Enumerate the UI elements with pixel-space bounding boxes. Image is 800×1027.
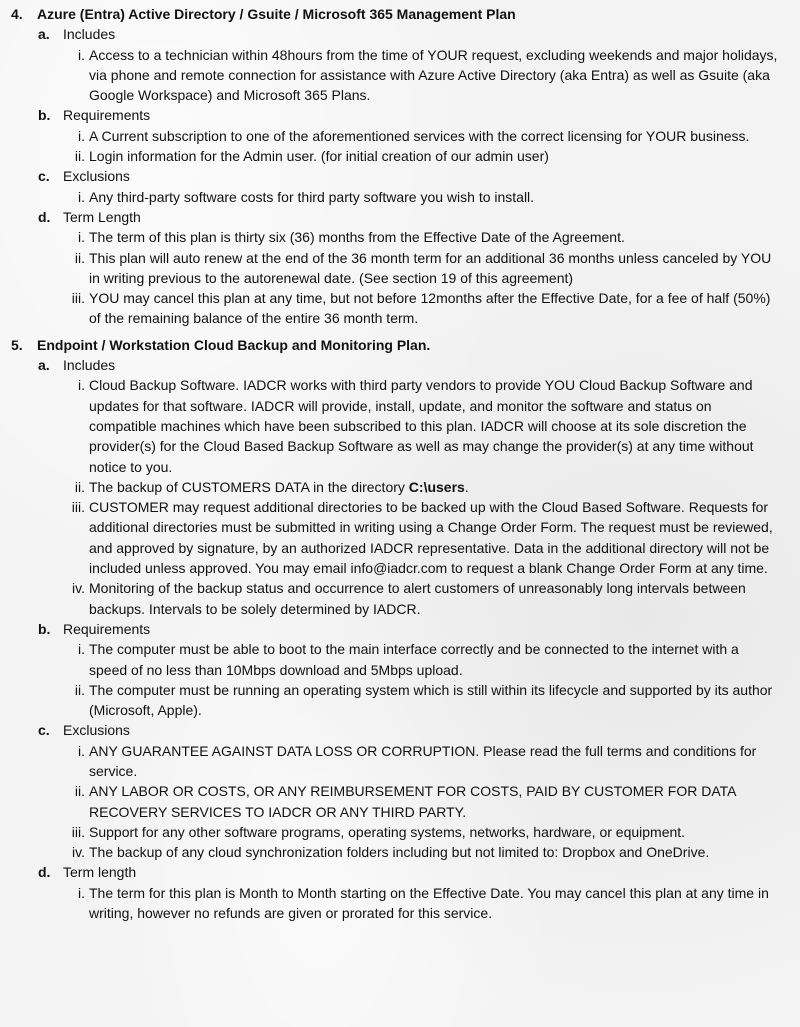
list-item	[0, 288, 800, 329]
section-number: 5.	[11, 336, 23, 353]
list-item	[0, 578, 800, 619]
item-numeral: i.	[78, 884, 85, 901]
subsection-exclusions	[0, 166, 800, 186]
subsection-letter: c.	[38, 722, 50, 739]
item-text: ANY LABOR OR COSTS, OR ANY REIMBURSEMENT FOR COSTS, PAID BY CUSTOMER FOR DATA RECOVERY SERVICES TO IADCR OR ANY THIRD PARTY.	[89, 783, 736, 820]
item-text: The computer must be able to boot to the main interface correctly and be connected to the internet with a speed of no less than 10Mbps download and 5Mbps upload.	[89, 641, 739, 678]
list-item	[0, 822, 800, 842]
item-numeral: ii.	[74, 148, 85, 165]
list-item	[0, 741, 800, 782]
item-text: Cloud Backup Software. IADCR works with third party vendors to provide YOU Cloud Backup Software and updates for that software. IADCR will provide, install, update, and monitor the software and status on compatible machines which have been subscribed to this plan. IADCR will choose at its sole discretion the provider(s) for the Cloud Based Backup Software as well as may change the provider(s) at any time without notice to you.	[89, 377, 754, 475]
subsection-letter: a.	[38, 357, 50, 374]
list-item	[0, 126, 800, 146]
item-numeral: iii.	[71, 290, 85, 307]
section-4	[0, 4, 800, 329]
item-text: The backup of CUSTOMERS DATA in the directory	[89, 478, 409, 495]
subsection-includes	[0, 355, 800, 375]
section-5	[0, 335, 800, 924]
subsection-letter: b.	[38, 107, 51, 124]
item-numeral: i.	[78, 641, 85, 658]
subsection-heading: Exclusions	[63, 722, 130, 739]
item-numeral: ii.	[74, 249, 85, 266]
list-item	[0, 227, 800, 247]
section-title	[0, 4, 800, 24]
section-number: 4.	[11, 6, 23, 22]
subsection-exclusions	[0, 720, 800, 740]
subsection-requirements	[0, 105, 800, 125]
item-text: This plan will auto renew at the end of the 36 month term for an additional 36 months unless canceled by YOU in writing previous to the autorenewal date. (See section 19 of this agreement)	[89, 249, 772, 286]
section-title-text: Endpoint / Workstation Cloud Backup and Monitoring Plan.	[37, 336, 431, 353]
item-numeral: i.	[78, 46, 85, 63]
list-item	[0, 842, 800, 862]
item-text: Login information for the Admin user. (for initial creation of our admin user)	[89, 148, 549, 165]
subsection-includes	[0, 24, 800, 44]
item-text: YOU may cancel this plan at any time, but not before 12months after the Effective Date, for a fee of half (50%) of the remaining balance of the entire 36 month term.	[89, 290, 771, 327]
list-item	[0, 680, 800, 721]
section-title-text: Azure (Entra) Active Directory / Gsuite / Microsoft 365 Management Plan	[37, 6, 516, 22]
item-numeral: i.	[78, 188, 85, 205]
subsection-letter: a.	[38, 26, 50, 43]
item-numeral: ii.	[74, 478, 85, 495]
item-numeral: iv.	[72, 844, 85, 861]
subsection-letter: d.	[38, 208, 51, 225]
section-title	[0, 335, 800, 355]
item-numeral: i.	[78, 742, 85, 759]
list-item	[0, 146, 800, 166]
item-text-end: .	[464, 478, 469, 495]
item-text: The backup of any cloud synchronization folders including but not limited to: Dropbox and OneDrive.	[89, 844, 710, 861]
item-numeral: iii.	[71, 823, 85, 840]
list-item	[0, 639, 800, 680]
subsection-heading: Term length	[63, 864, 137, 881]
item-text: Any third-party software costs for third party software you wish to install.	[89, 188, 535, 205]
subsection-heading: Includes	[63, 357, 116, 374]
subsection-requirements	[0, 619, 800, 639]
list-item	[0, 45, 800, 106]
item-numeral: ii.	[74, 681, 85, 698]
item-text: Support for any other software programs, operating systems, networks, hardware, or equipment.	[89, 823, 686, 840]
item-text: Access to a technician within 48hours from the time of YOUR request, excluding weekends and major holidays, via phone and remote connection for assistance with Azure Active Directory (aka Entra) as well as Gsuite (aka Google Workspace) and Microsoft 365 Plans.	[89, 46, 778, 104]
item-text: The computer must be running an operating system which is still within its lifecycle and supported by its author (Microsoft, Apple).	[89, 681, 773, 719]
item-text: A Current subscription to one of the aforementioned services with the correct licensing for YOUR business.	[89, 127, 750, 144]
list-item	[0, 187, 800, 207]
list-item	[0, 497, 800, 578]
item-numeral: iv.	[72, 580, 85, 597]
list-item	[0, 883, 800, 924]
item-numeral: i.	[78, 377, 85, 394]
item-text: The term of this plan is thirty six (36) months from the Effective Date of the Agreement.	[89, 229, 625, 246]
directory-path: C:\users	[408, 478, 465, 495]
item-numeral: i.	[78, 229, 85, 246]
item-numeral: ii.	[74, 783, 85, 800]
item-text: The term for this plan is Month to Month starting on the Effective Date. You may cancel this plan at any time in writing, however no refunds are given or prorated for this service.	[89, 884, 769, 922]
subsection-term-length	[0, 862, 800, 882]
subsection-heading: Term Length	[63, 208, 141, 225]
subsection-heading: Exclusions	[63, 168, 130, 185]
subsection-heading: Includes	[63, 26, 116, 43]
list-item	[0, 477, 800, 497]
subsection-heading: Requirements	[63, 107, 151, 124]
list-item	[0, 248, 800, 289]
list-item	[0, 781, 800, 822]
item-text: ANY GUARANTEE AGAINST DATA LOSS OR CORRUPTION. Please read the full terms and conditions for service.	[89, 742, 757, 779]
subsection-letter: c.	[38, 168, 50, 185]
item-text: Monitoring of the backup status and occurrence to alert customers of unreasonably long intervals between backups. Intervals to be solely determined by IADCR.	[89, 580, 746, 617]
subsection-letter: b.	[38, 620, 51, 637]
item-numeral: iii.	[71, 499, 85, 516]
item-numeral: i.	[78, 127, 85, 144]
subsection-term-length	[0, 207, 800, 227]
subsection-letter: d.	[38, 864, 51, 881]
list-item	[0, 375, 800, 476]
subsection-heading: Requirements	[63, 620, 151, 637]
item-text: CUSTOMER may request additional directories to be backed up with the Cloud Based Software. Requests for additional directories must be submitted in writing using a Change Order Form. The request must be reviewed, and approved by signature, by an authorized IADCR representative. Data in the additional directory will not be included unless approved. You may email info@iadcr.com to request a blank Change Order Form at any time.	[89, 499, 773, 577]
